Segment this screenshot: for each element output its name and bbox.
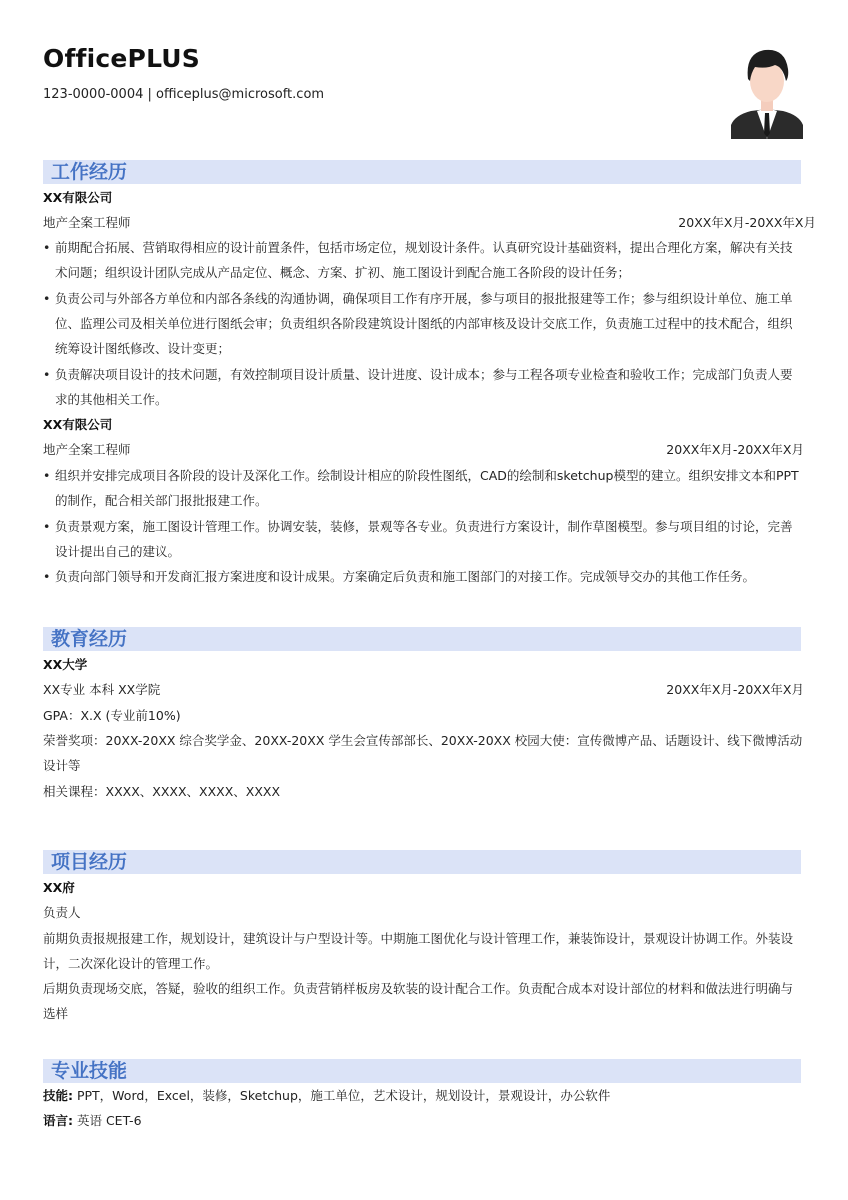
section-skills-title: 专业技能	[51, 1060, 128, 1082]
language-line	[43, 1108, 142, 1133]
skills-value: PPT，Word，Excel，装修，Sketchup，施工单位，艺术设计，规划设计，景观设计，办公软件	[73, 1088, 611, 1103]
section-projects	[43, 850, 801, 874]
resume-name: OfficePLUS	[43, 44, 201, 73]
edu-courses: 相关课程：XXXX、XXXX、XXXX、XXXX	[43, 784, 281, 799]
work-bullet: • 负责景观方案，施工图设计管理工作。协调安装，装修，景观等各专业。负责进行方案设计，制作草图模型。参与项目组的讨论，完善设计提出自己的建议。	[43, 514, 803, 564]
language-value: 英语 CET-6	[73, 1113, 142, 1128]
section-projects-title: 项目经历	[51, 851, 128, 873]
work-company-2: XX有限公司	[43, 417, 113, 432]
work-date-1: 20XX年X月-20XX年X月	[678, 215, 816, 230]
project-name: XX府	[43, 880, 75, 895]
work-company-1: XX有限公司	[43, 190, 113, 205]
work-bullet-text: 负责公司与外部各方单位和内部各条线的沟通协调，确保项目工作有序开展，参与项目的报批报建等工作；参与组织设计单位、施工单位、监理公司及相关单位进行图纸会审；负责组织各阶段建筑设计图纸的内部审核及设计交底工作，负责施工过程中的技术配合，组织统筹设计图纸修改、设计变更；	[55, 291, 793, 356]
section-work-title: 工作经历	[51, 161, 128, 183]
project-role: 负责人	[43, 905, 81, 920]
avatar	[731, 43, 803, 139]
project-paragraph-2: 后期负责现场交底，答疑，验收的组织工作。负责营销样板房及软装的设计配合工作。负责配合成本对设计部位的材料和做法进行明确与选样	[43, 981, 794, 1021]
work-bullet-text: 负责解决项目设计的技术问题，有效控制项目设计质量、设计进度、设计成本；参与工程各项专业检查和验收工作；完成部门负责人要求的其他相关工作。	[55, 367, 793, 407]
work-bullet-text: 组织并安排完成项目各阶段的设计及深化工作。绘制设计相应的阶段性图纸，CAD的绘制和sketchup模型的建立。组织安排文本和PPT的制作，配合相关部门报批报建工作。	[55, 468, 799, 508]
work-role-1: 地产全案工程师	[43, 215, 131, 230]
contact-info: 123-0000-0004 | officeplus@microsoft.com	[43, 87, 325, 102]
language-label: 语言:	[43, 1113, 73, 1128]
work-bullet: • 前期配合拓展、营销取得相应的设计前置条件，包括市场定位，规划设计条件。认真研究设计基础资料，提出合理化方案，解决有关技术问题；组织设计团队完成从产品定位、概念、方案、扩初、施工图设计到配合施工各阶段的设计任务；	[43, 235, 803, 285]
work-bullet: • 负责解决项目设计的技术问题，有效控制项目设计质量、设计进度、设计成本；参与工程各项专业检查和验收工作；完成部门负责人要求的其他相关工作。	[43, 362, 803, 412]
work-date-2: 20XX年X月-20XX年X月	[666, 442, 804, 457]
project-paragraph-1: 前期负责报规报建工作，规划设计，建筑设计与户型设计等。中期施工图优化与设计管理工作，兼装饰设计，景观设计协调工作。外装设计，二次深化设计的管理工作。	[43, 931, 794, 971]
work-role-2: 地产全案工程师	[43, 442, 131, 457]
skills-line	[43, 1083, 610, 1108]
section-education-title: 教育经历	[51, 628, 128, 650]
work-bullet-text: 负责景观方案，施工图设计管理工作。协调安装，装修，景观等各专业。负责进行方案设计，制作草图模型。参与项目组的讨论，完善设计提出自己的建议。	[55, 519, 793, 559]
work-bullet: • 组织并安排完成项目各阶段的设计及深化工作。绘制设计相应的阶段性图纸，CAD的绘制和sketchup模型的建立。组织安排文本和PPT的制作，配合相关部门报批报建工作。	[43, 463, 803, 513]
work-bullet: • 负责公司与外部各方单位和内部各条线的沟通协调，确保项目工作有序开展，参与项目的报批报建等工作；参与组织设计单位、施工单位、监理公司及相关单位进行图纸会审；负责组织各阶段建筑设计图纸的内部审核及设计交底工作，负责施工过程中的技术配合，组织统筹设计图纸修改、设计变更；	[43, 286, 803, 361]
edu-honors: 荣誉奖项：20XX-20XX 综合奖学金、20XX-20XX 学生会宣传部部长、20XX-20XX 校园大使：宣传微博产品、话题设计、线下微博活动设计等	[43, 733, 803, 773]
skills-label: 技能:	[43, 1088, 73, 1103]
work-bullet: • 负责向部门领导和开发商汇报方案进度和设计成果。方案确定后负责和施工图部门的对接工作。完成领导交办的其他工作任务。	[43, 564, 803, 589]
work-bullet-text: 前期配合拓展、营销取得相应的设计前置条件，包括市场定位，规划设计条件。认真研究设计基础资料，提出合理化方案，解决有关技术问题；组织设计团队完成从产品定位、概念、方案、扩初、施工图设计到配合施工各阶段的设计任务；	[55, 240, 793, 280]
work-bullet-text: 负责向部门领导和开发商汇报方案进度和设计成果。方案确定后负责和施工图部门的对接工作。完成领导交办的其他工作任务。	[55, 569, 756, 584]
section-education	[43, 627, 801, 651]
section-skills	[43, 1059, 801, 1083]
section-work	[43, 160, 801, 184]
edu-date: 20XX年X月-20XX年X月	[666, 682, 804, 697]
edu-major: XX专业 本科 XX学院	[43, 682, 161, 697]
edu-gpa: GPA：X.X (专业前10%)	[43, 708, 181, 723]
edu-school: XX大学	[43, 657, 88, 672]
